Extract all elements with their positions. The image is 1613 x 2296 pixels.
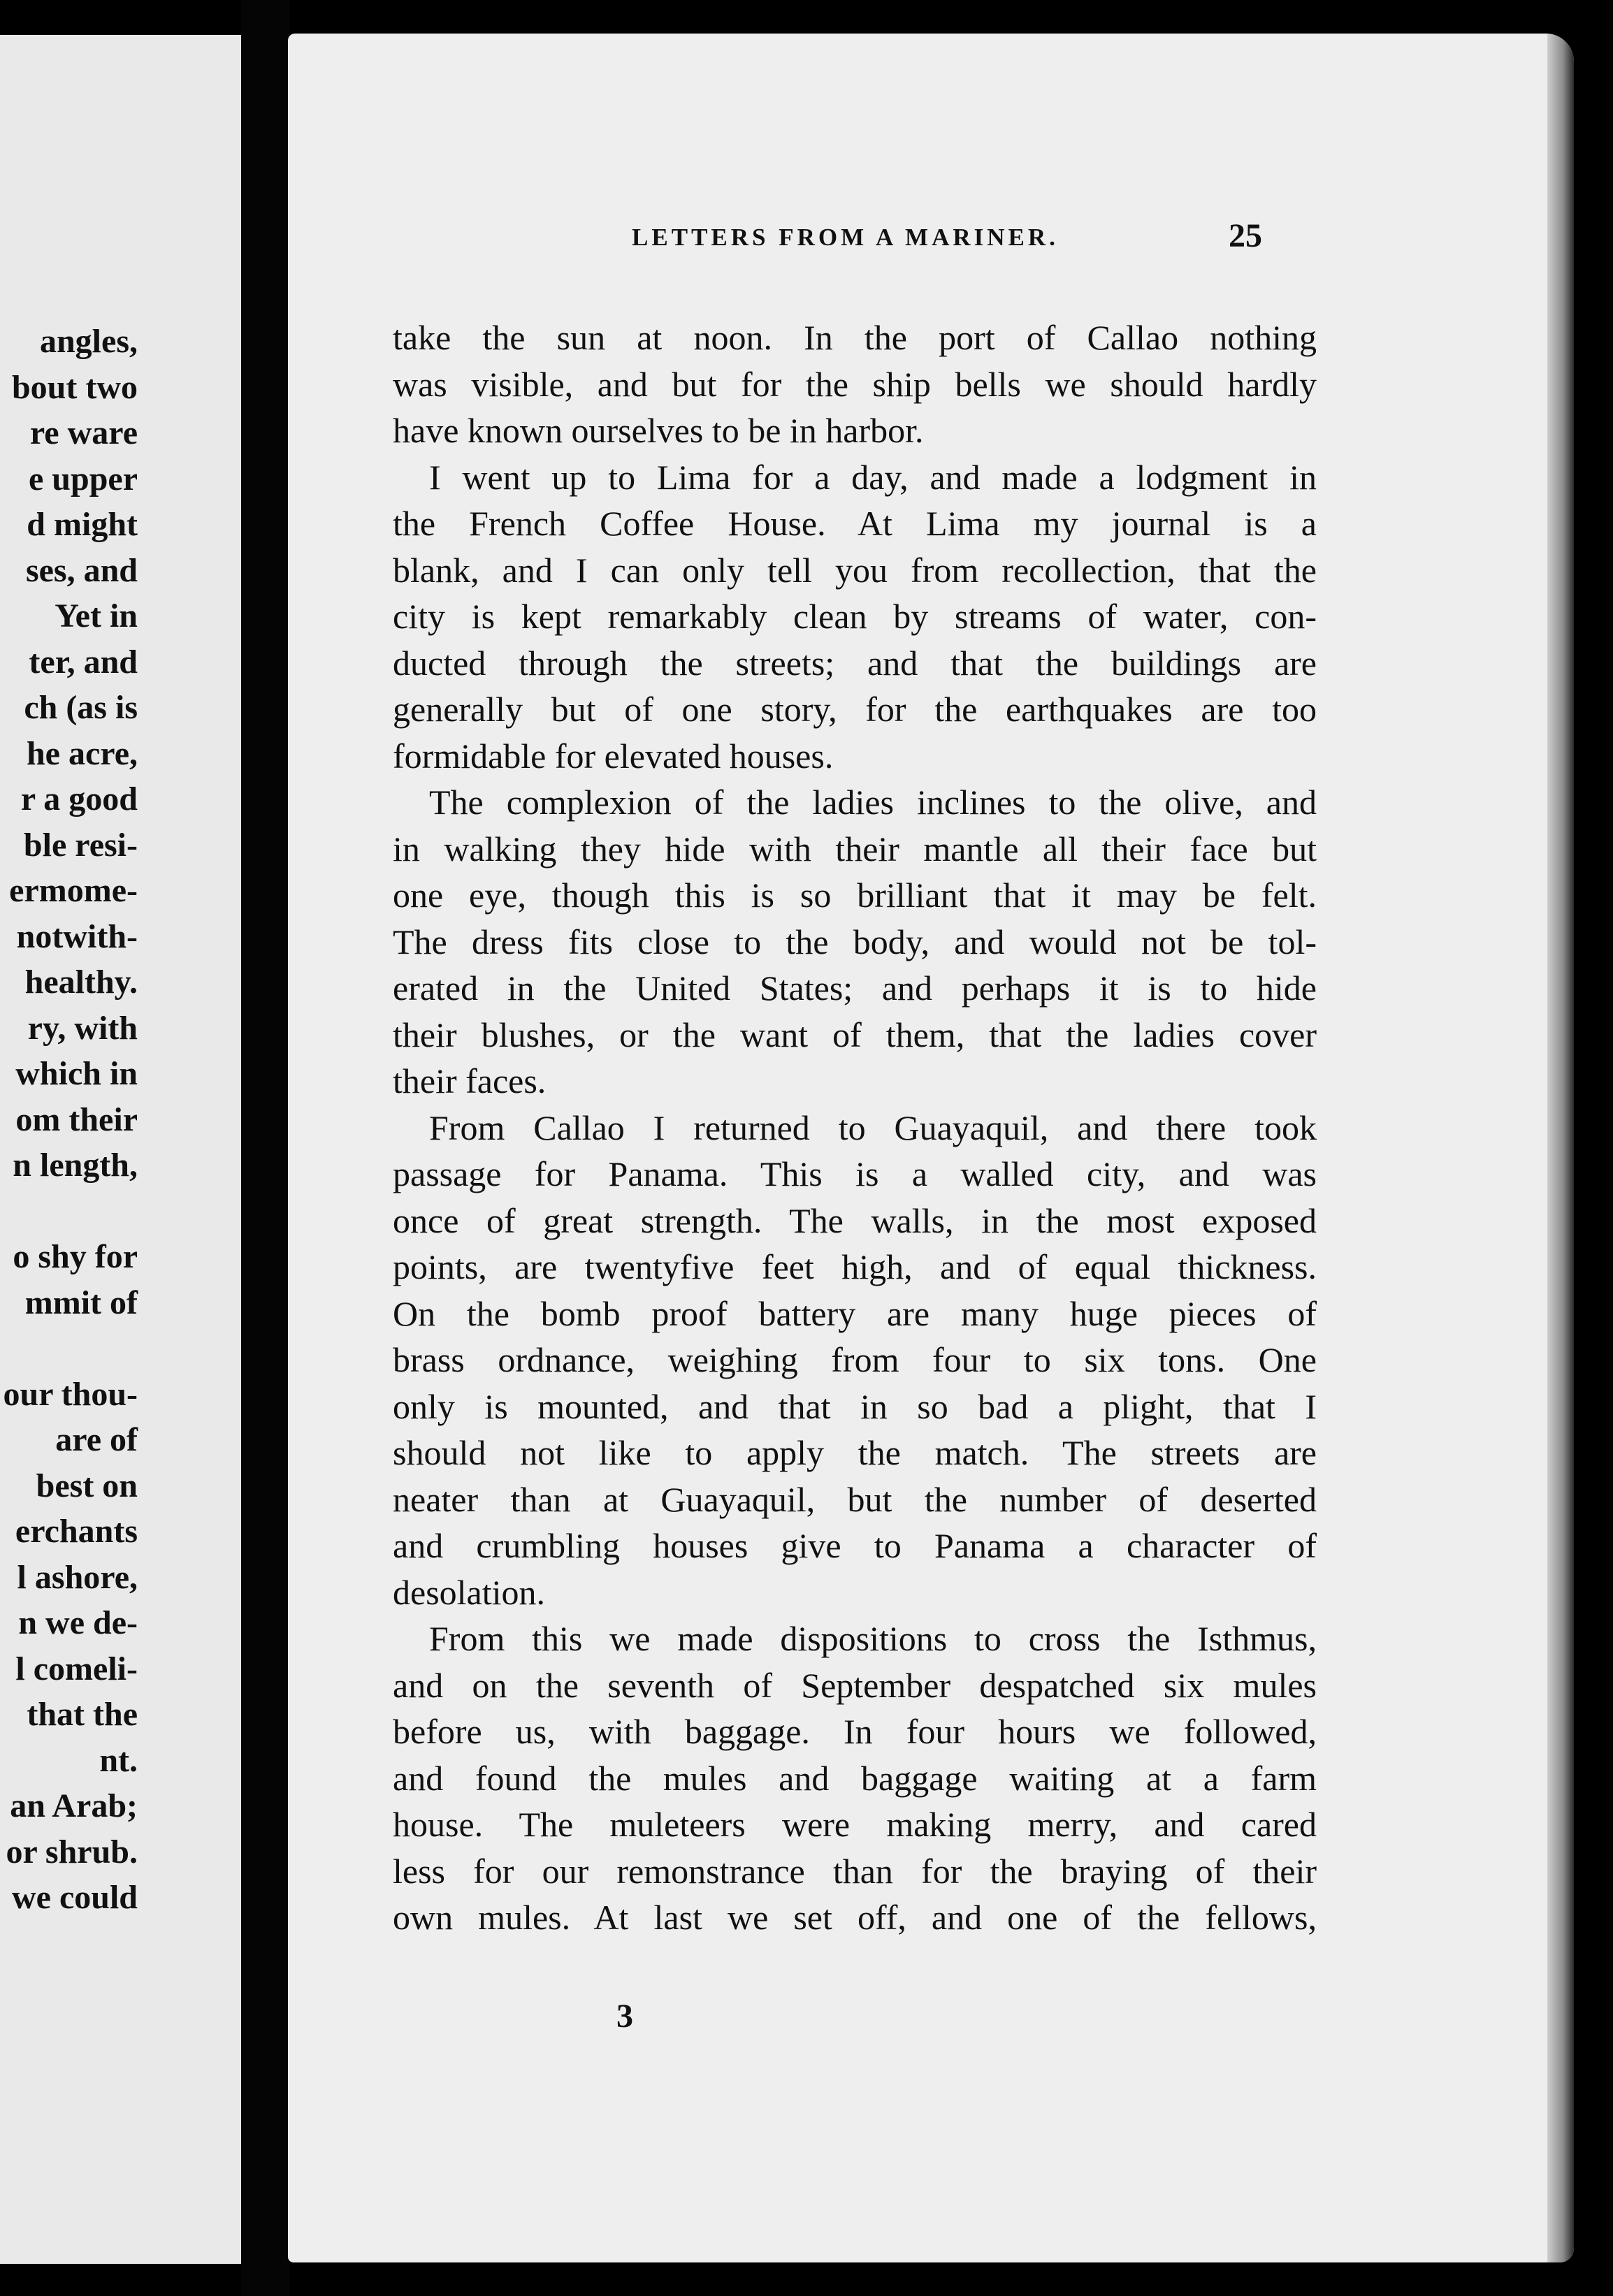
page-edge-shadow [1547,34,1574,2262]
text-line: house. The muleteers were making merry, and cared [393,1805,1317,1844]
left-line: an Arab; [10,1787,138,1824]
left-line: erchants [15,1513,138,1550]
left-line: he acre, [26,734,138,772]
left-line: re ware [29,414,138,451]
text-line: was visible, and but for the ship bells we should hardly [393,364,1317,404]
left-line: d might [27,506,138,543]
left-line: ch (as is [24,689,138,726]
text-line: one eye, though this is so brilliant that it may be felt. [393,875,1317,915]
page-number: 25 [1229,217,1262,254]
text-line: The complexion of the ladies inclines to the olive, and [429,783,1317,822]
text-line: only is mounted, and that in so bad a plight, that I [393,1386,1317,1426]
left-line: Yet in [55,597,138,634]
left-line: which in [15,1055,138,1092]
text-line: and found the mules and baggage waiting at a farm [393,1758,1317,1798]
left-line: angles, [39,323,138,360]
text-line: take the sun at noon. In the port of Callao nothing [393,318,1317,357]
left-line: or shrub. [6,1833,138,1870]
left-line: notwith- [16,917,138,955]
text-line: desolation. [393,1572,546,1612]
text-line: blank, and I can only tell you from recollection, that the [393,550,1317,590]
text-line: erated in the United States; and perhaps it is to hide [393,968,1317,1008]
left-line: l ashore, [17,1558,138,1596]
text-line: ducted through the streets; and that the buildings are [393,643,1317,683]
left-page [0,35,241,2264]
left-line: ter, and [29,643,138,681]
left-line: we could [12,1879,138,1916]
text-line: points, are twentyfive feet high, and of equal thickness. [393,1247,1317,1286]
text-line: in walking they hide with their mantle all their face but [393,829,1317,869]
text-line: less for our remonstrance than for the braying of their [393,1851,1317,1891]
text-line: and crumbling houses give to Panama a character of [393,1526,1317,1565]
text-line: before us, with baggage. In four hours we followed, [393,1712,1317,1751]
book-gutter [241,0,290,2296]
left-line [0,1325,138,1372]
left-line: ermome- [9,872,138,909]
left-line [0,1189,138,1235]
left-line: r a good [20,780,138,818]
left-line: ble resi- [23,826,138,864]
text-line: should not like to apply the match. The streets are [393,1433,1317,1472]
left-line: n we de- [18,1604,138,1641]
right-page [288,34,1574,2262]
text-line: their faces. [393,1061,547,1100]
left-line: e upper [29,460,138,497]
text-line: their blushes, or the want of them, that the ladies cover [393,1015,1317,1054]
left-line: healthy. [24,964,138,1001]
text-line: city is kept remarkably clean by streams of water, con- [393,597,1317,636]
text-line: From Callao I returned to Guayaquil, and there took [429,1107,1317,1147]
left-line: n length, [13,1147,138,1184]
text-line: the French Coffee House. At Lima my journal is a [393,504,1317,543]
left-line: mmit of [24,1284,138,1321]
left-line: o shy for [13,1238,138,1275]
text-line: have known ourselves to be in harbor. [393,411,924,450]
left-line: om their [15,1100,138,1138]
text-line: and on the seventh of September despatched six mules [393,1665,1317,1705]
left-line: nt. [99,1741,138,1779]
text-line: neater than at Guayaquil, but the number of deserted [393,1479,1317,1519]
text-line: The dress fits close to the body, and would not be tol- [393,922,1317,961]
text-line: once of great strength. The walls, in the most exposed [393,1200,1317,1240]
left-line: our thou- [3,1375,138,1413]
left-line: l comeli- [15,1650,138,1687]
left-line: ry, with [27,1009,138,1047]
signature-mark: 3 [616,1998,633,2035]
text-line: brass ordnance, weighing from four to six tons. One [393,1340,1317,1379]
running-head: LETTERS FROM A MARINER. [632,224,1059,251]
text-line: own mules. At last we set off, and one of the fellows, [393,1898,1317,1937]
text-line: From this we made dispositions to cross the Isthmus, [429,1619,1317,1658]
left-page-text [0,319,138,1921]
text-line: I went up to Lima for a day, and made a lodgment in [429,457,1317,497]
text-line: On the bomb proof battery are many huge pieces of [393,1293,1317,1333]
body-text [393,314,1317,1941]
left-line: that the [27,1696,138,1733]
text-line: generally but of one story, for the earthquakes are too [393,690,1317,729]
text-line: passage for Panama. This is a walled city, and was [393,1154,1317,1193]
left-line: ses, and [25,551,138,589]
left-line: bout two [11,368,138,406]
left-line: best on [36,1467,138,1504]
text-line: formidable for elevated houses. [393,736,834,776]
left-line: are of [55,1421,138,1458]
